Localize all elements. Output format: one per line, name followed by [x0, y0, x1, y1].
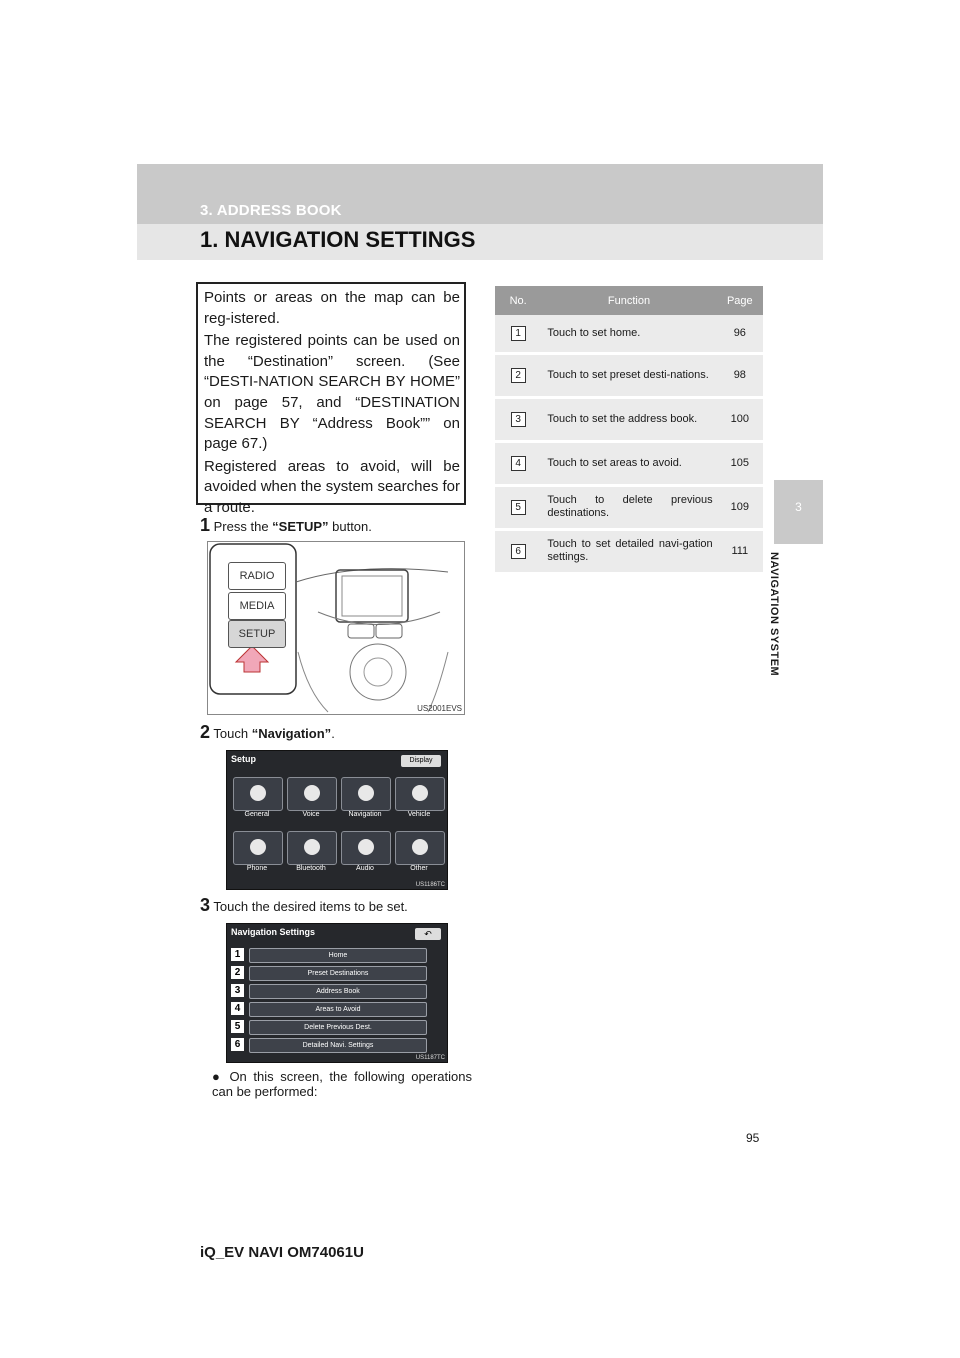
menu-row: Delete Previous Dest. — [249, 1020, 427, 1035]
step-keyword: “SETUP” — [272, 519, 329, 534]
tile-label: Audio — [356, 865, 374, 872]
screen-title: Navigation Settings — [231, 927, 316, 937]
intro-paragraph: Points or areas on the map can be reg-istered. — [204, 289, 460, 327]
row-number-cell — [495, 529, 541, 573]
row-number-cell — [495, 353, 541, 397]
manual-code: iQ_EV NAVI OM74061U — [200, 1244, 364, 1261]
function-cell: Touch to set detailed navi-gation settings. — [541, 529, 716, 573]
menu-row: Address Book — [249, 984, 427, 999]
screen-title: Setup — [231, 754, 257, 764]
function-cell: Touch to delete previous destinations. — [541, 485, 716, 529]
function-cell: Touch to set home. — [541, 315, 716, 353]
callout-number: 2 — [231, 966, 244, 979]
bluetooth-tile — [287, 831, 337, 865]
media-button: MEDIA — [228, 592, 286, 620]
callout-number: 4 — [231, 1002, 244, 1015]
menu-row: Preset Destinations — [249, 966, 427, 981]
row-number-cell — [495, 397, 541, 441]
row-number-cell — [495, 441, 541, 485]
function-cell: Touch to set the address book. — [541, 397, 716, 441]
row-number: 6 — [511, 544, 526, 559]
table-row — [495, 441, 763, 485]
step-text: Press the — [213, 519, 273, 534]
chapter-number: 3 — [795, 500, 802, 514]
intro-box — [196, 282, 466, 516]
page-title: 1. NAVIGATION SETTINGS — [200, 227, 476, 252]
row-number-cell — [495, 315, 541, 353]
column-header: Function — [541, 286, 716, 315]
page-cell: 96 — [717, 315, 763, 353]
tile-label: Phone — [246, 865, 268, 872]
step-number: 2 — [200, 722, 211, 742]
function-cell: Touch to set preset desti-nations. — [541, 353, 716, 397]
dashboard-illustration — [207, 541, 465, 715]
table-row — [495, 315, 763, 353]
step-keyword: “Navigation” — [251, 726, 332, 741]
navigation-settings-illustration — [226, 923, 448, 1063]
function-cell: Touch to set areas to avoid. — [541, 441, 716, 485]
step-3 — [200, 895, 408, 916]
phone-tile — [233, 831, 283, 865]
figure-code: US2001EVS — [417, 704, 462, 713]
figure-code: US1187TC — [415, 1055, 445, 1061]
navigation-tile — [341, 777, 391, 811]
tile-label: Other — [410, 865, 428, 872]
car-icon — [412, 785, 428, 801]
setup-button: SETUP — [228, 620, 286, 648]
row-number: 2 — [511, 368, 526, 383]
page-number: 95 — [746, 1131, 760, 1145]
folders-icon — [412, 839, 428, 855]
speaker-icon — [304, 785, 320, 801]
tile-label: Vehicle — [407, 811, 431, 818]
vehicle-tile — [395, 777, 445, 811]
column-header: No. — [495, 286, 541, 315]
step-number: 1 — [200, 515, 211, 535]
voice-tile — [287, 777, 337, 811]
step-number: 3 — [200, 895, 211, 915]
display-button: Display — [401, 755, 441, 767]
figure-code: US1186TC — [415, 882, 445, 888]
menu-row: Detailed Navi. Settings — [249, 1038, 427, 1053]
step-text: Touch the desired items to be set. — [213, 899, 408, 914]
row-number: 4 — [511, 456, 526, 471]
bluetooth-icon — [304, 839, 320, 855]
radio-button: RADIO — [228, 562, 286, 590]
table-row — [495, 529, 763, 573]
back-arrow-icon: ↶ — [415, 928, 441, 940]
music-note-icon — [358, 839, 374, 855]
table-row — [495, 397, 763, 441]
step-text: . — [331, 726, 335, 741]
chapter-label: NAVIGATION SYSTEM — [768, 552, 780, 677]
function-table — [495, 286, 763, 575]
tile-label: General — [244, 811, 270, 818]
tile-label: Bluetooth — [296, 865, 326, 872]
row-number: 3 — [511, 412, 526, 427]
tile-label: Navigation — [348, 811, 382, 818]
page-cell: 98 — [717, 353, 763, 397]
bullet-text: On this screen, the following operations can be performed: — [212, 1069, 472, 1099]
bullet-icon: ● — [212, 1069, 230, 1084]
step-text: button. — [328, 519, 372, 534]
row-number: 5 — [511, 500, 526, 515]
menu-row: Areas to Avoid — [249, 1002, 427, 1017]
page-cell: 111 — [717, 529, 763, 573]
intro-paragraph: Registered areas to avoid, will be avoided when the system searches for a route. — [204, 457, 460, 516]
tile-label: Voice — [302, 811, 320, 818]
row-number-cell — [495, 485, 541, 529]
step-2 — [200, 722, 335, 743]
intro-paragraph: The registered points can be used on the “Destination” screen. (See “DESTI-NATION SEARCH BY HOME” on page 57, and “DESTINATION SEARCH BY “Address Book”” on page 67.) — [204, 332, 460, 453]
gear-icon — [250, 785, 266, 801]
other-tile — [395, 831, 445, 865]
page-cell: 105 — [717, 441, 763, 485]
general-tile — [233, 777, 283, 811]
callout-number: 6 — [231, 1038, 244, 1051]
callout-number: 1 — [231, 948, 244, 961]
audio-tile — [341, 831, 391, 865]
step-1 — [200, 515, 372, 536]
setup-screen-illustration — [226, 750, 448, 890]
callout-number: 3 — [231, 984, 244, 997]
compass-icon — [358, 785, 374, 801]
page-cell: 100 — [717, 397, 763, 441]
phone-icon — [250, 839, 266, 855]
step-text: Touch — [213, 726, 252, 741]
section-label: 3. ADDRESS BOOK — [200, 202, 342, 219]
table-header-row — [495, 286, 763, 315]
row-number: 1 — [511, 326, 526, 341]
bullet-note — [212, 1069, 472, 1099]
menu-row: Home — [249, 948, 427, 963]
column-header: Page — [717, 286, 763, 315]
page-cell: 109 — [717, 485, 763, 529]
table-row — [495, 353, 763, 397]
callout-number: 5 — [231, 1020, 244, 1033]
table-row — [495, 485, 763, 529]
